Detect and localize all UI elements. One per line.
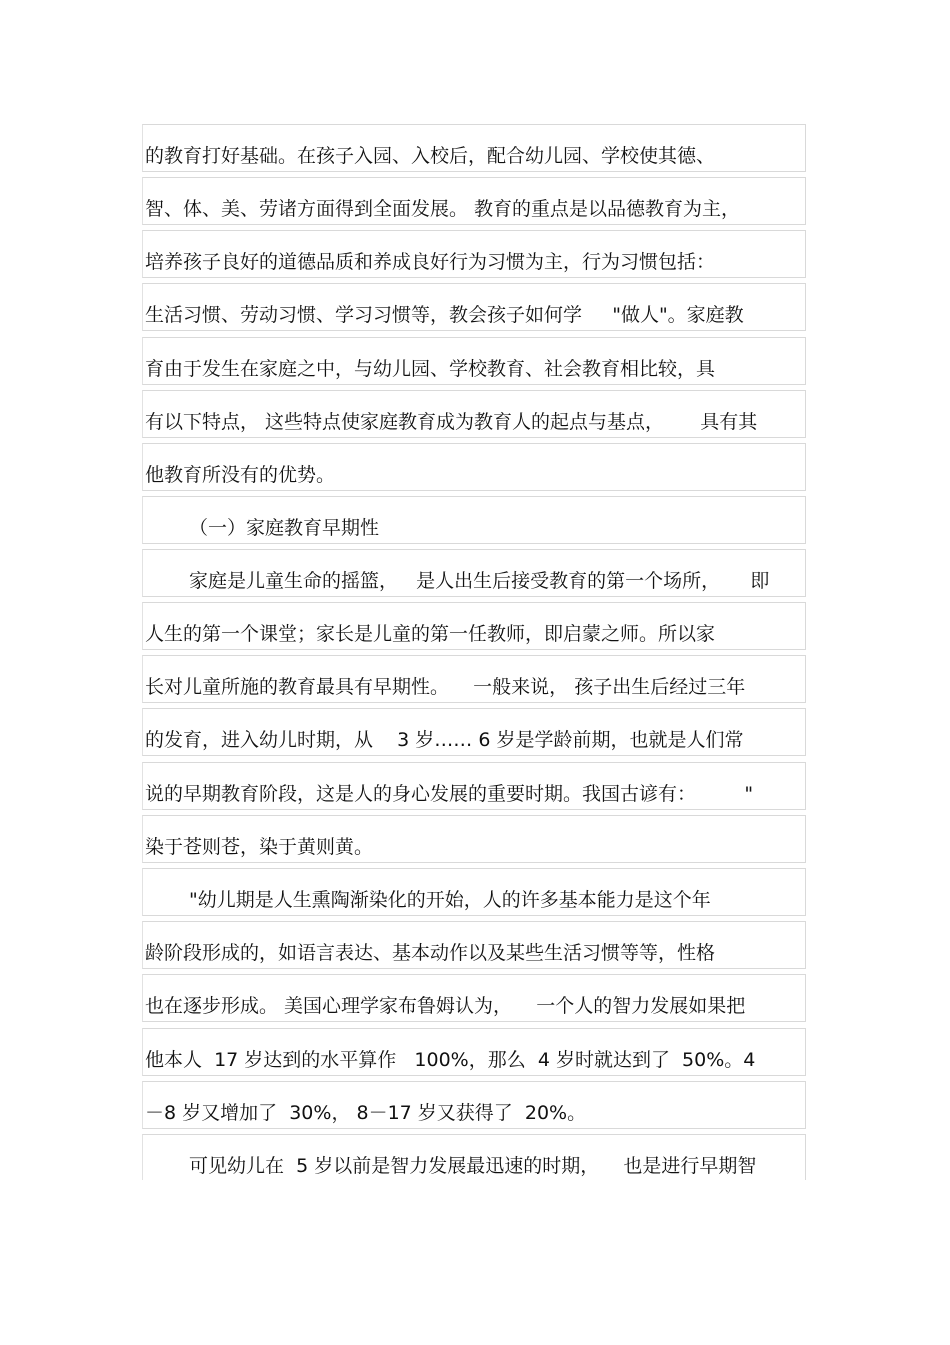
text-line xyxy=(142,230,806,278)
line-text: 长对儿童所施的教育最具有早期性。 一般来说， 孩子出生后经过三年 xyxy=(145,676,746,698)
line-text: 有以下特点， 这些特点使家庭教育成为教育人的起点与基点， 具有其 xyxy=(145,411,758,433)
heading-text: （一）家庭教育早期性 xyxy=(189,517,380,539)
line-text: 人生的第一个课堂；家长是儿童的第一任教师，即启蒙之师。所以家 xyxy=(145,623,716,645)
text-line xyxy=(142,815,806,863)
line-text: 染于苍则苍，染于黄则黄。 xyxy=(145,836,374,858)
line-text: 智、体、美、劳诸方面得到全面发展。 教育的重点是以品德教育为主， xyxy=(145,198,741,220)
text-line xyxy=(142,124,806,172)
text-line xyxy=(142,762,806,810)
line-text: 可见幼儿在 5 岁以前是智力发展最迅速的时期， 也是进行早期智 xyxy=(189,1155,757,1177)
line-text: 也在逐步形成。 美国心理学家布鲁姆认为， 一个人的智力发展如果把 xyxy=(145,995,746,1017)
line-text: 的教育打好基础。在孩子入园、入校后，配合幼儿园、学校使其德、 xyxy=(145,145,716,167)
line-text: 生活习惯、劳动习惯、学习习惯等，教会孩子如何学 "做人"。家庭教 xyxy=(145,304,744,326)
line-text: 龄阶段形成的，如语言表达、基本动作以及某些生活习惯等等，性格 xyxy=(145,942,716,964)
line-text: －8 岁又增加了 30%， 8－17 岁又获得了 20%。 xyxy=(145,1102,587,1124)
text-line xyxy=(142,974,806,1022)
line-text: 他教育所没有的优势。 xyxy=(145,464,336,486)
text-line xyxy=(142,337,806,385)
section-heading xyxy=(142,496,806,544)
line-text: 培养孩子良好的道德品质和养成良好行为习惯为主，行为习惯包括： xyxy=(145,251,716,273)
line-text: 家庭是儿童生命的摇篮， 是人出生后接受教育的第一个场所， 即 xyxy=(189,570,770,592)
line-text: 育由于发生在家庭之中，与幼儿园、学校教育、社会教育相比较，具 xyxy=(145,358,716,380)
text-line xyxy=(142,708,806,756)
text-line xyxy=(142,443,806,491)
text-line xyxy=(142,177,806,225)
line-text: "幼儿期是人生熏陶渐染化的开始，人的许多基本能力是这个年 xyxy=(189,889,711,911)
line-text: 说的早期教育阶段，这是人的身心发展的重要时期。我国古谚有： " xyxy=(145,783,754,805)
text-line xyxy=(142,868,806,916)
text-line xyxy=(142,390,806,438)
text-line xyxy=(142,921,806,969)
text-line xyxy=(142,1081,806,1129)
text-line xyxy=(142,283,806,331)
line-text: 他本人 17 岁达到的水平算作 100%，那么 4 岁时就达到了 50%。4 xyxy=(145,1049,756,1071)
text-line xyxy=(142,602,806,650)
line-text: 的发育，进入幼儿时期，从 3 岁…… 6 岁是学龄前期，也就是人们常 xyxy=(145,729,744,751)
text-line xyxy=(142,655,806,703)
text-line xyxy=(142,1028,806,1076)
text-line xyxy=(142,549,806,597)
text-line xyxy=(142,1134,806,1180)
